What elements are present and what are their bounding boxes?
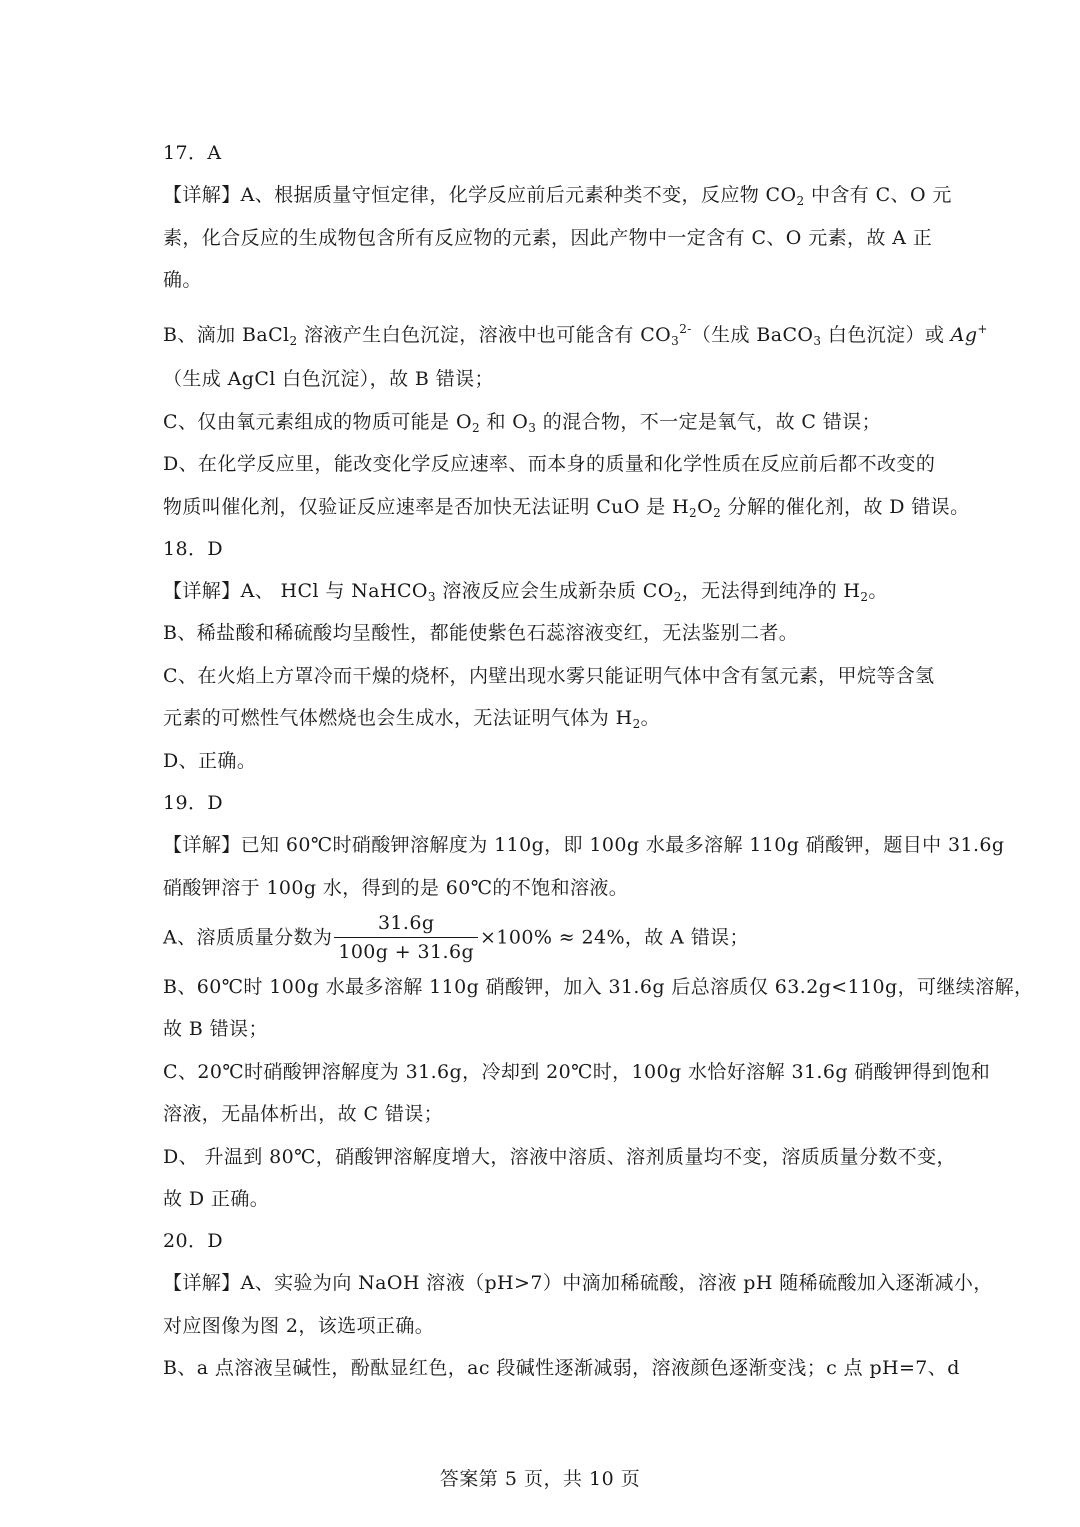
- q19-option-c-line2: 溶液，无晶体析出，故 C 错误；: [163, 1103, 444, 1125]
- q17-option-d-line2: 物质叫催化剂，仅验证反应速率是否加快无法证明 CuO 是 $H_2O_2$ 分解的催化剂，故 D 错误。: [163, 496, 970, 520]
- q20-number: 20．D: [163, 1230, 224, 1252]
- q18-explain-a: 【详解】A、 HCl 与 NaHCO$_3$ 溶液反应会生成新杂质 $CO_2$，无法得到纯净的 $H_2$。: [163, 580, 888, 604]
- q17-option-d-line1: D、在化学反应里，能改变化学反应速率、而本身的质量和化学性质在反应前后都不改变的: [163, 453, 936, 475]
- q18-option-b: B、稀盐酸和稀硫酸均呈酸性，都能使紫色石蕊溶液变红，无法鉴别二者。: [163, 622, 799, 644]
- q20-explain-line2: 对应图像为图 2，该选项正确。: [163, 1315, 435, 1337]
- q18-option-c-line1: C、在火焰上方罩冷而干燥的烧杯，内壁出现水雾只能证明气体中含有氢元素，甲烷等含氢: [163, 665, 935, 687]
- q19-option-b-line1: B、60℃时 100g 水最多溶解 110g 硝酸钾，加入 31.6g 后总溶质仅 63.2g<110g，可继续溶解，: [163, 976, 1034, 998]
- q19-explain-line1: 【详解】已知 60℃时硝酸钾溶解度为 110g，即 100g 水最多溶解 110g 硝酸钾，题目中 31.6g: [163, 834, 1005, 856]
- q19-option-b-line2: 故 B 错误；: [163, 1018, 268, 1040]
- q19-explain-line2: 硝酸钾溶于 100g 水，得到的是 60℃的不饱和溶液。: [163, 877, 629, 899]
- q19-option-d-line1: D、 升温到 80℃，硝酸钾溶解度增大，溶液中溶质、溶剂质量均不变，溶质质量分数不变，: [163, 1146, 956, 1168]
- q18-option-d: D、正确。: [163, 750, 257, 772]
- q17-option-b-line1: B、滴加 BaCl$_2$ 溶液产生白色沉淀，溶液中也可能含有 $CO_3^{2-}$（生成 BaCO$_3$ 白色沉淀）或 Ag+: [163, 322, 988, 348]
- q17-option-c: C、仅由氧元素组成的物质可能是 $O_2$ 和 $O_3$ 的混合物，不一定是氧气，故 C 错误；: [163, 411, 881, 435]
- q18-option-c-line2: 元素的可燃性气体燃烧也会生成水，无法证明气体为 $H_2$。: [163, 707, 661, 731]
- page-footer: 答案第 5 页，共 10 页: [439, 1468, 641, 1490]
- q18-number: 18．D: [163, 538, 224, 560]
- q17-number: 17．A: [163, 142, 222, 164]
- q19-option-c-line1: C、20℃时硝酸钾溶解度为 31.6g，冷却到 20℃时，100g 水恰好溶解 31.6g 硝酸钾得到饱和: [163, 1061, 991, 1083]
- q19-option-d-line2: 故 D 正确。: [163, 1188, 270, 1210]
- q17-explain-line1: 【详解】A、根据质量守恒定律，化学反应前后元素种类不变，反应物 $CO_2$ 中含有 C、O 元: [163, 184, 952, 208]
- q20-option-b-line1: B、a 点溶液呈碱性，酚酞显红色，ac 段碱性逐渐减弱，溶液颜色逐渐变浅；c 点 pH=7、d: [163, 1357, 960, 1379]
- q19-number: 19．D: [163, 792, 224, 814]
- q17-option-b-line2: （生成 AgCl 白色沉淀），故 B 错误；: [163, 368, 494, 390]
- q17-explain-line2: 素，化合反应的生成物包含所有反应物的元素，因此产物中一定含有 C、O 元素，故 A 正: [163, 227, 933, 249]
- q19-option-a: A、溶质质量分数为 $\frac{31.6g}{100g + 31.6g}$ ×100% ≈ 24%，故 A 错误；: [163, 912, 749, 963]
- mass-fraction-formula: $\frac{31.6g}{100g + 31.6g}$: [334, 911, 478, 964]
- q17-explain-line3: 确。: [163, 269, 202, 291]
- q20-explain-line1: 【详解】A、实验为向 NaOH 溶液（pH>7）中滴加稀硫酸，溶液 pH 随稀硫酸加入逐渐减小，: [163, 1272, 993, 1294]
